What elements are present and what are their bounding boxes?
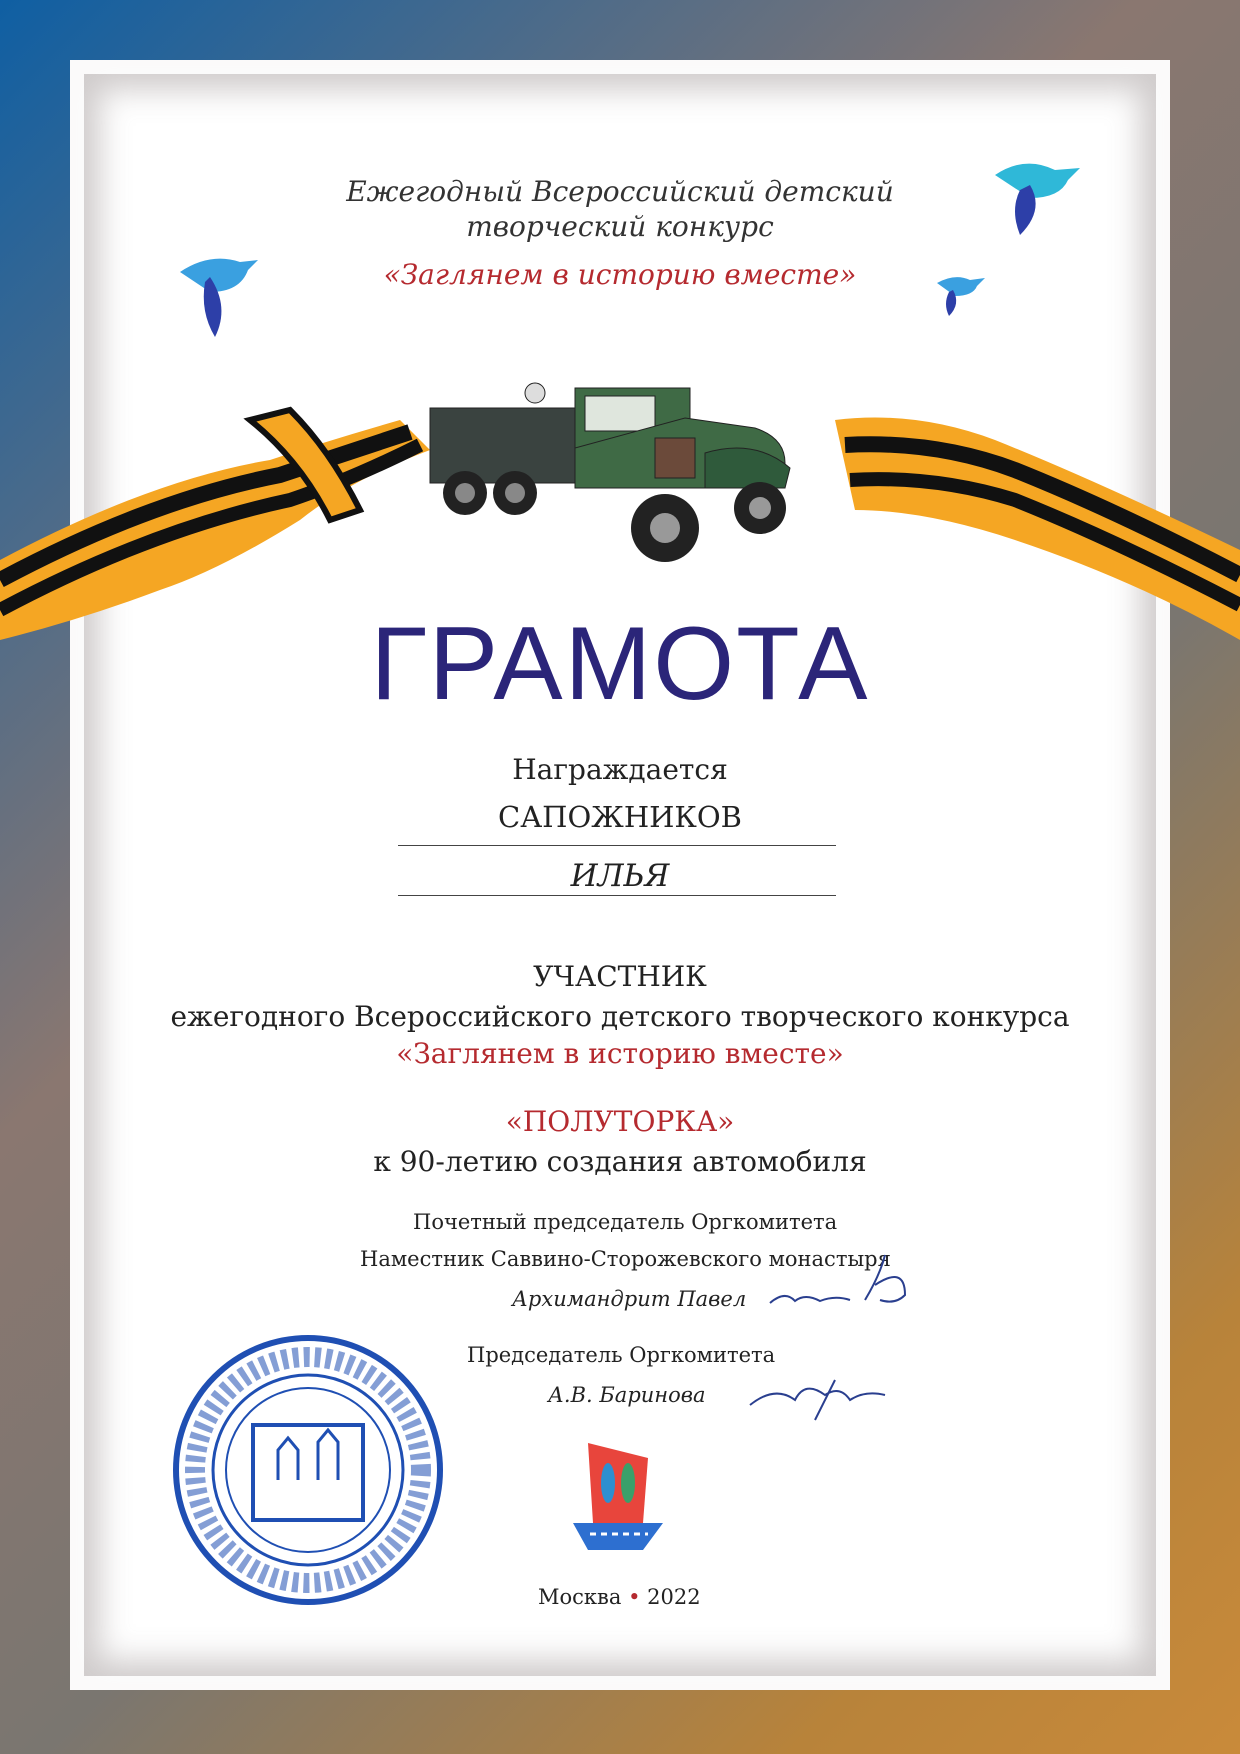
footer-city: Москва [538,1585,622,1609]
stamp-seal [168,1330,448,1610]
signatory-2-name: А.В. Баринова [548,1383,706,1407]
footer [538,1585,701,1609]
signature [745,1370,895,1430]
topic-description: к 90-летию создания автомобиля [373,1145,867,1178]
signatory-1-name: Архимандрит Павел [512,1287,747,1311]
participant-role: УЧАСТНИК [533,960,707,993]
signature [765,1245,915,1320]
header-contest-name: «Заглянем в историю вместе» [383,258,857,291]
award-label: Награждается [512,753,728,786]
participant-contest: «Заглянем в историю вместе» [396,1037,844,1070]
recipient-name: ИЛЬЯ [570,858,670,894]
signatory-1-title: Почетный председатель Оргкомитета [413,1210,838,1234]
recipient-surname: САПОЖНИКОВ [498,800,742,834]
underline [398,895,836,896]
page-title: ГРАМОТА [370,606,870,722]
truck-illustration [425,378,835,578]
boat-logo [568,1438,668,1568]
header-line-2: творческий конкурс [466,210,774,243]
topic-name: «ПОЛУТОРКА» [505,1105,735,1138]
signatory-1-position: Наместник Саввино-Сторожевского монастыря [360,1247,891,1271]
bullet-icon: • [628,1585,648,1609]
footer-year: 2022 [647,1585,701,1609]
participant-description: ежегодного Всероссийского детского творческого конкурса [170,1000,1070,1033]
header-line-1: Ежегодный Всероссийский детский [346,175,894,208]
signatory-2-title: Председатель Оргкомитета [467,1343,776,1367]
underline [398,845,836,846]
